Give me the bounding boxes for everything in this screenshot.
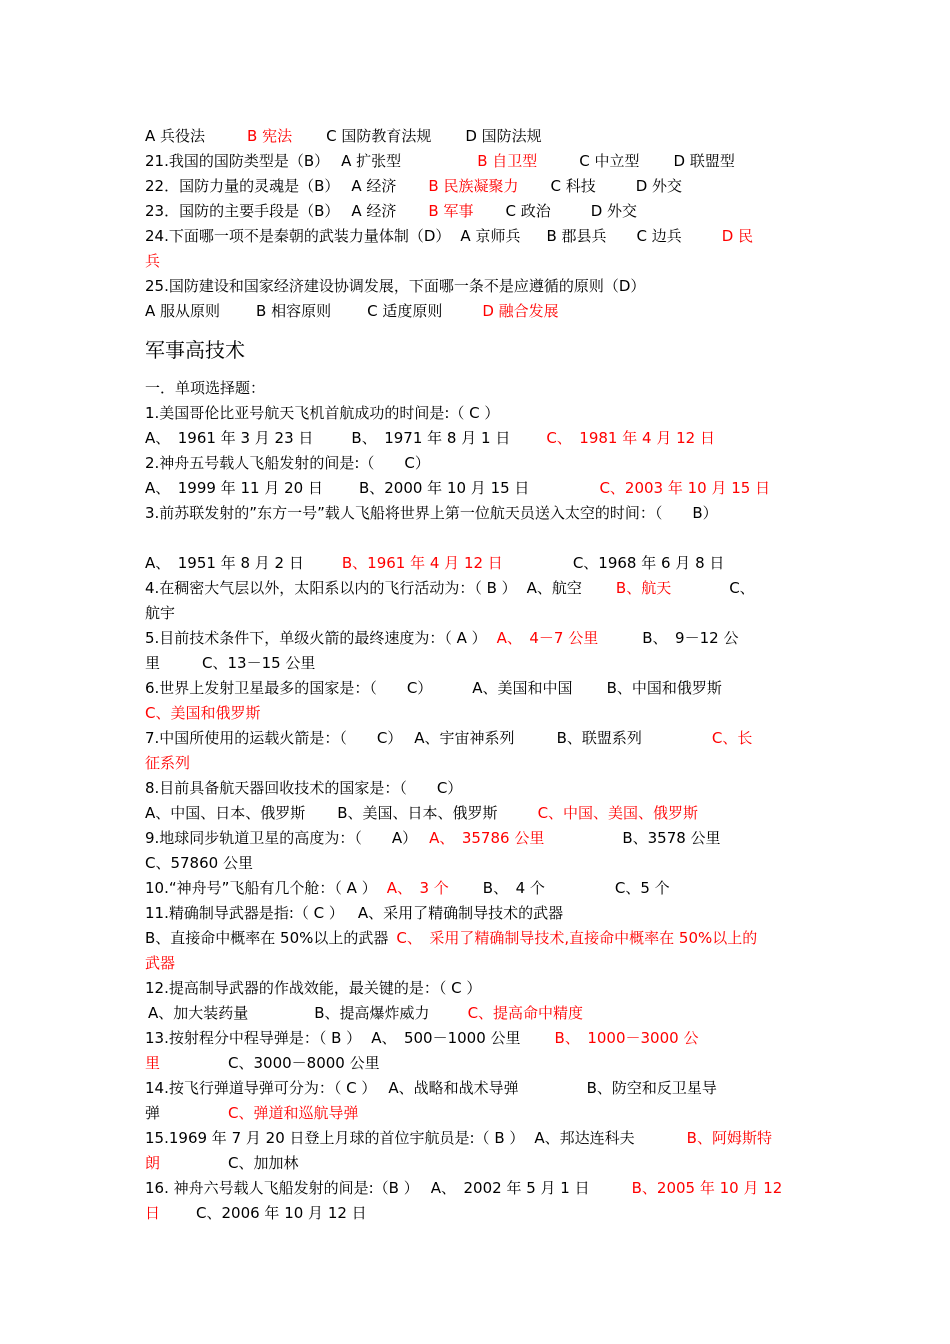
option-b-answer: B 宪法: [247, 127, 293, 145]
question-stem: 13.按射程分中程导弹是：（ B ）: [145, 1029, 362, 1047]
question-6-wrap: [145, 701, 810, 726]
option-c-answer: C、长: [711, 729, 753, 747]
option-b: B、 9－12 公: [642, 629, 739, 647]
question-stem: 10.“神舟号”飞船有几个舱：（ A ）: [145, 879, 377, 897]
part-title: 一．单项选择题：: [145, 379, 266, 397]
question-stem: 12.提高制导武器的作战效能，最关键的是：（ C ）: [145, 979, 482, 997]
option-a: A、加大装药量: [148, 1004, 249, 1022]
option-c-answer: C、 1981 年 4 月 12 日: [546, 429, 715, 447]
question-9: [145, 826, 810, 851]
option-b: B、3578 公里: [622, 829, 721, 847]
option-d: D 外交: [635, 177, 683, 195]
option-c: C、13－15 公里: [202, 654, 316, 672]
option-c: C 边兵: [636, 227, 682, 245]
option-c-answer-cont: 武器: [145, 954, 176, 972]
question-4-wrap: [145, 601, 810, 626]
option-b-answer: B、航天: [615, 579, 672, 597]
question-9-wrap: [145, 851, 810, 876]
question-13: [145, 1026, 810, 1051]
option-b-cont: 里: [145, 654, 161, 672]
option-c: C、1968 年 6 月 8 日: [572, 554, 725, 572]
question-stem: 7.中国所使用的运载火箭是：（ C）: [145, 729, 403, 747]
option-b: B、中国和俄罗斯: [606, 679, 722, 697]
option-c: C、3000－8000 公里: [228, 1054, 380, 1072]
question-3: [145, 501, 810, 526]
question-5-wrap: [145, 651, 810, 676]
option-b-answer: B 军事: [428, 202, 474, 220]
option-c: C、2006 年 10 月 12 日: [196, 1204, 367, 1222]
option-d-answer: D 融合发展: [482, 302, 559, 320]
option-a: A、宇宙神系列: [414, 729, 515, 747]
question-6: [145, 676, 810, 701]
option-d: D 联盟型: [673, 152, 735, 170]
option-a: A、中国、日本、俄罗斯: [145, 804, 306, 822]
q20-options: [145, 124, 810, 149]
option-b-answer-cont: 朗: [145, 1154, 161, 1172]
option-c: C、: [729, 579, 755, 597]
question-15: [145, 1126, 810, 1151]
blank-line: [145, 526, 810, 551]
option-a: A 京师兵: [460, 227, 521, 245]
question-stem: 8.目前具备航天器回收技术的国家是：（ C）: [145, 779, 463, 797]
question-11-wrap: [145, 951, 810, 976]
option-b: B、 1971 年 8 月 1 日: [351, 429, 511, 447]
option-d: D 外交: [590, 202, 638, 220]
option-d-answer-cont: 兵: [145, 252, 161, 270]
option-a: A 兵役法: [145, 127, 206, 145]
option-c: C 科技: [550, 177, 596, 195]
question-21: [145, 149, 810, 174]
option-b: B、联盟系列: [556, 729, 642, 747]
option-a-answer: A、 4－7 公里: [496, 629, 599, 647]
option-b-cont: 弹: [145, 1104, 161, 1122]
option-c: C 中立型: [579, 152, 640, 170]
question-8-options: [145, 801, 810, 826]
question-stem: 25.国防建设和国家经济建设协调发展，下面哪一条不是应遵循的原则（D）: [145, 277, 646, 295]
option-a: A、 500－1000 公里: [371, 1029, 521, 1047]
option-b: B、2000 年 10 月 15 日: [358, 479, 530, 497]
question-25-options: [145, 299, 810, 324]
option-a: A 扩张型: [341, 152, 402, 170]
option-c-answer: C、美国和俄罗斯: [145, 704, 261, 722]
option-c: C、5 个: [614, 879, 670, 897]
question-stem: 9.地球同步轨道卫星的高度为：（ A）: [145, 829, 418, 847]
option-c-answer: C、提高命中精度: [467, 1004, 584, 1022]
option-b-answer: B 自卫型: [477, 152, 538, 170]
option-c: C 政治: [505, 202, 551, 220]
option-c-answer: C、2003 年 10 月 15 日: [599, 479, 771, 497]
question-stem: 22．国防力量的灵魂是（B）: [145, 177, 340, 195]
question-stem: 24.下面哪一项不是秦朝的武装力量体制（D）: [145, 227, 451, 245]
option-b-answer: B 民族凝聚力: [428, 177, 519, 195]
question-10: [145, 876, 810, 901]
option-a: A、邦达连科夫: [534, 1129, 635, 1147]
question-8: [145, 776, 810, 801]
option-a: A、 2002 年 5 月 1 日: [430, 1179, 590, 1197]
option-a: A 经济: [351, 202, 397, 220]
question-stem: 21.我国的国防类型是（B）: [145, 152, 330, 170]
document-body: [145, 124, 810, 1226]
option-b: B、提高爆炸威力: [314, 1004, 430, 1022]
question-16: [145, 1176, 810, 1201]
option-c: C 适度原则: [367, 302, 443, 320]
question-stem: 5.目前技术条件下，单级火箭的最终速度为：（ A ）: [145, 629, 487, 647]
question-4: [145, 576, 810, 601]
option-c-answer-cont: 征系列: [145, 754, 191, 772]
option-c: C 国防教育法规: [326, 127, 432, 145]
option-d-answer: D 民: [721, 227, 754, 245]
question-2: [145, 451, 810, 476]
option-a: A 服从原则: [145, 302, 221, 320]
option-b: B、直接命中概率在 50%以上的武器: [145, 929, 389, 947]
option-a: A、采用了精确制导技术的武器: [357, 904, 564, 922]
question-14-wrap: [145, 1101, 810, 1126]
option-b-answer: B、 1000－3000 公: [554, 1029, 699, 1047]
option-b-answer-cont: 日: [145, 1204, 161, 1222]
question-22: [145, 174, 810, 199]
question-5: [145, 626, 810, 651]
question-stem: 1.美国哥伦比亚号航天飞机首航成功的时间是:（ C ）: [145, 404, 500, 422]
question-15-wrap: [145, 1151, 810, 1176]
option-a-answer: A、 35786 公里: [429, 829, 545, 847]
option-a: A、 1961 年 3 月 23 日: [145, 429, 314, 447]
question-stem: 15.1969 年 7 月 20 日登上月球的首位宇航员是:（ B ）: [145, 1129, 525, 1147]
option-c: C、57860 公里: [145, 854, 253, 872]
question-stem: 16. 神舟六号载人飞船发射的间是:（B ）: [145, 1179, 419, 1197]
question-7-wrap: [145, 751, 810, 776]
question-12-options: [145, 1001, 810, 1026]
option-d: D 国防法规: [465, 127, 542, 145]
option-c-answer: C、中国、美国、俄罗斯: [537, 804, 699, 822]
question-1: [145, 401, 810, 426]
question-7: [145, 726, 810, 751]
section-title: 军事高技术: [145, 338, 245, 362]
question-16-wrap: [145, 1201, 810, 1226]
question-23: [145, 199, 810, 224]
question-24-wrap: [145, 249, 810, 274]
option-b: B、防空和反卫星导: [586, 1079, 717, 1097]
question-2-options: [145, 476, 810, 501]
option-c: C、加加林: [228, 1154, 299, 1172]
option-a-answer: A、 3 个: [386, 879, 449, 897]
question-stem: 2.神舟五号载人飞船发射的间是:（ C）: [145, 454, 430, 472]
option-c-answer: C、弹道和巡航导弹: [228, 1104, 359, 1122]
option-a: A、 1951 年 8 月 2 日: [145, 554, 304, 572]
option-c-answer: C、 采用了精确制导技术,直接命中概率在 50%以上的: [396, 929, 758, 947]
question-stem: 3.前苏联发射的”东方一号”载人飞船将世界上第一位航天员送入太空的时间：（ B）: [145, 504, 718, 522]
option-a: A 经济: [351, 177, 397, 195]
question-stem: 23．国防的主要手段是（B）: [145, 202, 340, 220]
option-a: A、航空: [526, 579, 582, 597]
question-1-options: [145, 426, 810, 451]
option-b-answer-cont: 里: [145, 1054, 161, 1072]
option-c-cont: 航宇: [145, 604, 176, 622]
question-11-options: [145, 926, 810, 951]
question-3-options: [145, 551, 810, 576]
question-stem: 4.在稠密大气层以外，太阳系以内的飞行活动为：（ B ）: [145, 579, 517, 597]
question-13-wrap: [145, 1051, 810, 1076]
question-stem: 14.按飞行弹道导弹可分为：（ C ）: [145, 1079, 377, 1097]
option-b-answer: B、1961 年 4 月 12 日: [341, 554, 503, 572]
question-12: [145, 976, 810, 1001]
option-b-answer: B、2005 年 10 月 12: [631, 1179, 783, 1197]
question-11: [145, 901, 810, 926]
option-b: B、 4 个: [482, 879, 545, 897]
option-a: A、美国和中国: [472, 679, 573, 697]
question-stem: 11.精确制导武器是指:（ C ）: [145, 904, 344, 922]
option-b: B 郡县兵: [546, 227, 607, 245]
option-b-answer: B、阿姆斯特: [686, 1129, 772, 1147]
option-a: A、战略和战术导弹: [388, 1079, 519, 1097]
question-25: [145, 274, 810, 299]
question-14: [145, 1076, 810, 1101]
question-stem: 6.世界上发射卫星最多的国家是：（ C）: [145, 679, 433, 697]
option-b: B 相容原则: [256, 302, 332, 320]
option-a: A、 1999 年 11 月 20 日: [145, 479, 323, 497]
question-24: [145, 224, 810, 249]
option-b: B、美国、日本、俄罗斯: [337, 804, 498, 822]
